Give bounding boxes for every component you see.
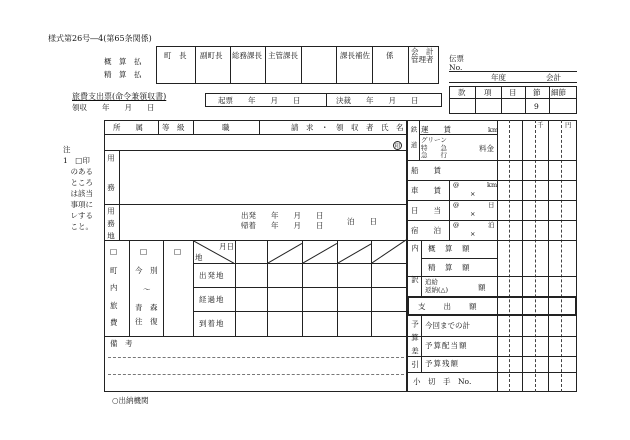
route-place-label: 地: [195, 253, 203, 262]
mode-town-2: 内: [110, 283, 118, 292]
approval-col-3: 総務課長: [232, 51, 262, 60]
kiso-date: 起票 年 月 日: [218, 96, 301, 105]
form-code: 様式第26号―4(第65条関係): [48, 34, 152, 43]
zandaka-label: 予算残額: [425, 359, 459, 368]
tokkyu-label: 特 急: [421, 144, 447, 152]
route-date-label: 月日: [219, 242, 234, 251]
sha-km: km: [487, 181, 498, 189]
note-line-5: 事項に: [63, 200, 93, 209]
yosan-label: 予算差引: [410, 320, 420, 374]
kyuko-label: 急 行: [421, 151, 447, 159]
note-line-1: 1 □印: [63, 156, 90, 165]
budget-h-kou: 項: [484, 88, 492, 97]
route-arrive: 到着地: [199, 319, 225, 328]
voucher-account: 会計: [546, 73, 561, 82]
hdr-title: 職: [222, 123, 230, 132]
arrive-date: 帰着 年 月 日: [241, 221, 324, 230]
tsuikyu-label: 追給: [425, 278, 438, 286]
budget-setsu-value: 9: [534, 102, 539, 111]
hdr-name: 請 求 ・ 領 収 者 氏 名: [291, 123, 404, 132]
budget-h-saisetsu: 細節: [551, 88, 566, 97]
haitou-label: 予算配当額: [425, 341, 468, 350]
route-via: 経過地: [199, 295, 225, 304]
approval-accounting: 会 計 管理者: [411, 47, 434, 65]
received-date: 領収 年 月 日: [72, 103, 155, 112]
gaisan-amount-label: 概 算 額: [428, 244, 471, 253]
approval-col-2: 副町長: [200, 51, 223, 60]
note-line-2: のある: [63, 167, 93, 176]
yomu-label: 用務: [106, 154, 116, 213]
form-title: 旅費支出票(命令兼領収書): [72, 92, 167, 101]
nitto-at: @: [453, 201, 460, 209]
main-table: [104, 120, 407, 392]
note-head: 注: [63, 145, 71, 154]
shishutsu-label: 支 出 額: [418, 302, 478, 311]
note-line-3: ところ: [63, 178, 93, 187]
unchin-label: 運 賃: [421, 125, 451, 134]
kessai-date: 決裁 年 月 日: [336, 96, 419, 105]
stay-nights: 泊 日: [347, 217, 377, 226]
nitto-label: 日 当: [411, 206, 441, 215]
sen-label: 船 賃: [411, 166, 441, 175]
mode-town-3: 旅: [110, 301, 118, 310]
yomuchi-label: 用務地: [106, 207, 116, 245]
unit-thousand: 千: [537, 121, 544, 129]
seisan-label: 精 算 払: [104, 70, 142, 79]
mode-tilde: 〜: [143, 285, 151, 294]
depart-date: 出発 年 月 日: [241, 211, 324, 220]
approval-col-1: 町 長: [164, 51, 187, 60]
mode-imabetsu: 今 別: [135, 266, 158, 275]
mode-town-1: 町: [110, 266, 118, 275]
hdr-post: 所 属: [113, 123, 143, 132]
sha-label: 車 賃: [411, 186, 441, 195]
mode-other-check[interactable]: □: [174, 247, 182, 256]
voucher-year: 年度: [491, 73, 506, 82]
nitto-day: 日: [488, 201, 495, 209]
kogitte-label: 小 切 手 No.: [413, 377, 472, 386]
voucher-no: No.: [449, 63, 463, 72]
mode-roundtrip: 往 復: [135, 317, 158, 326]
note-line-4: は該当: [63, 189, 93, 198]
sha-times: ×: [470, 190, 476, 198]
shukuhaku-times: ×: [470, 230, 476, 238]
voucher-label: 伝票: [449, 54, 464, 63]
tsuikyu-gaku: 額: [478, 283, 486, 292]
shukuhaku-label: 宿 泊: [411, 226, 441, 235]
mode-aomori: 青 森: [135, 303, 158, 312]
sha-at: @: [453, 181, 460, 189]
uchiwake-label: 内訳: [410, 244, 420, 307]
unit-yen: 円: [565, 121, 572, 129]
remarks-label: 備 考: [110, 339, 133, 348]
konkai-label: 今回までの計: [425, 321, 470, 330]
tetsudo-label: 鉄道: [409, 126, 418, 157]
budget-h-kan: 款: [458, 88, 466, 97]
nitto-times: ×: [470, 210, 476, 218]
mode-aomori-check[interactable]: □: [140, 247, 148, 256]
mode-town-check[interactable]: □: [110, 247, 118, 256]
mode-town-4: 費: [110, 318, 118, 327]
henno-label: 返納(△): [425, 286, 449, 294]
hdr-grade: 等 級: [162, 123, 185, 132]
budget-h-setsu: 節: [533, 88, 541, 97]
ryokin-label: 料金: [479, 144, 494, 153]
shukuhaku-night: 泊: [488, 221, 495, 229]
shukuhaku-at: @: [453, 221, 460, 229]
note-line-6: レする: [63, 211, 93, 220]
note-line-7: こと。: [63, 222, 93, 231]
seal-mark: 印: [394, 143, 401, 150]
unchin-km: km: [488, 126, 499, 134]
green-label: グリーン: [421, 136, 447, 144]
seisan-amount-label: 精 算 額: [428, 263, 471, 272]
gaisan-label: 概 算 払: [104, 57, 142, 66]
route-depart: 出発地: [199, 271, 225, 280]
footer-treasury: ○出納機関: [112, 396, 149, 405]
approval-col-6: 課長補佐: [340, 51, 370, 60]
budget-h-moku: 目: [509, 88, 517, 97]
approval-col-7: 係: [386, 51, 394, 60]
approval-col-4: 主管課長: [268, 51, 298, 60]
